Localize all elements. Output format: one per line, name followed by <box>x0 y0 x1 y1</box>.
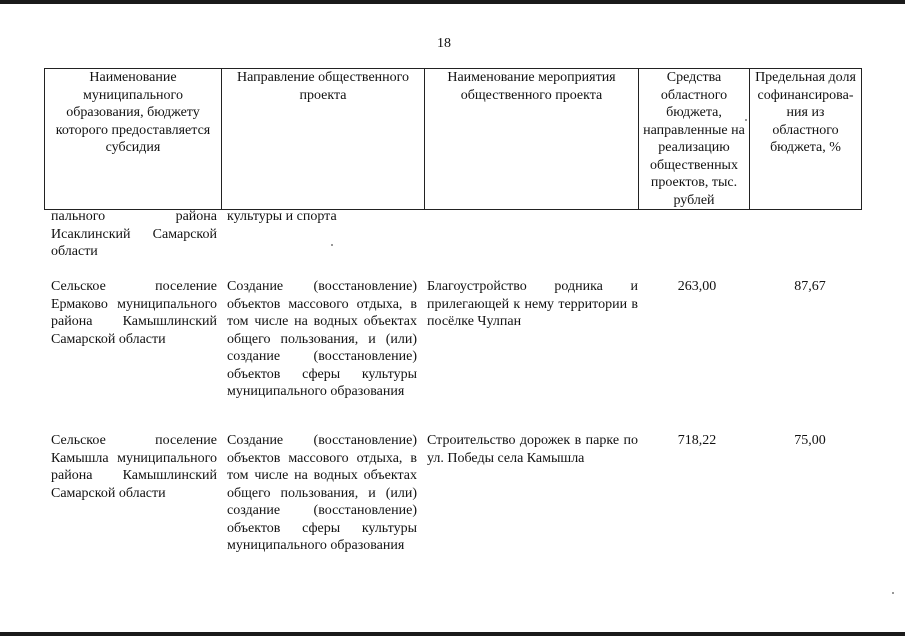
header-direction: Направление общественного проекта <box>222 69 425 210</box>
page-number: 18 <box>437 36 451 51</box>
row2-municipality: Сельское поселение Камышла муниципального района Камышлинский Самарской области <box>51 433 217 501</box>
header-municipality: Наименование муниципального образования, бюджету которого предоставляется субсидия <box>45 69 222 210</box>
table-header <box>44 68 862 210</box>
top-border-line <box>0 0 905 4</box>
continuation-municipality: пального района Исаклинский Самарской области <box>51 209 217 259</box>
row1-direction: Создание (восстановление) объектов массового отдыха, в том числе на водных объектах общего пользования, и (или) создание (восстановление) объектов сферы культуры муниципального образования <box>227 279 417 399</box>
continuation-direction: культуры и спорта <box>227 209 337 224</box>
row1-share: 87,67 <box>794 279 826 294</box>
header-funds: Средства областного бюджета, направленные на реализацию общественных проектов, тыс. рублей <box>639 69 750 210</box>
row2-direction: Создание (восстановление) объектов массового отдыха, в том числе на водных объектах общего пользования, и (или) создание (восстановление) объектов сферы культуры муниципального образования <box>227 433 417 553</box>
bottom-border-line <box>0 632 905 636</box>
row1-municipality: Сельское поселение Ермаково муниципального района Камышлинский Самарской области <box>51 279 217 347</box>
scan-speck <box>892 592 894 594</box>
header-event: Наименование мероприятия общественного проекта <box>425 69 639 210</box>
row2-event: Строительство дорожек в парке по ул. Победы села Камышла <box>427 433 638 466</box>
row1-event: Благоустройство родника и прилегающей к нему территории в посёлке Чулпан <box>427 279 638 329</box>
scan-speck <box>331 244 333 246</box>
row2-share: 75,00 <box>794 433 826 448</box>
header-share: Предельная доля софинансирова-ния из областного бюджета, % <box>750 69 862 210</box>
row1-funds: 263,00 <box>677 279 717 294</box>
row2-funds: 718,22 <box>677 433 717 448</box>
scan-speck <box>745 119 747 121</box>
header-row <box>45 69 862 210</box>
